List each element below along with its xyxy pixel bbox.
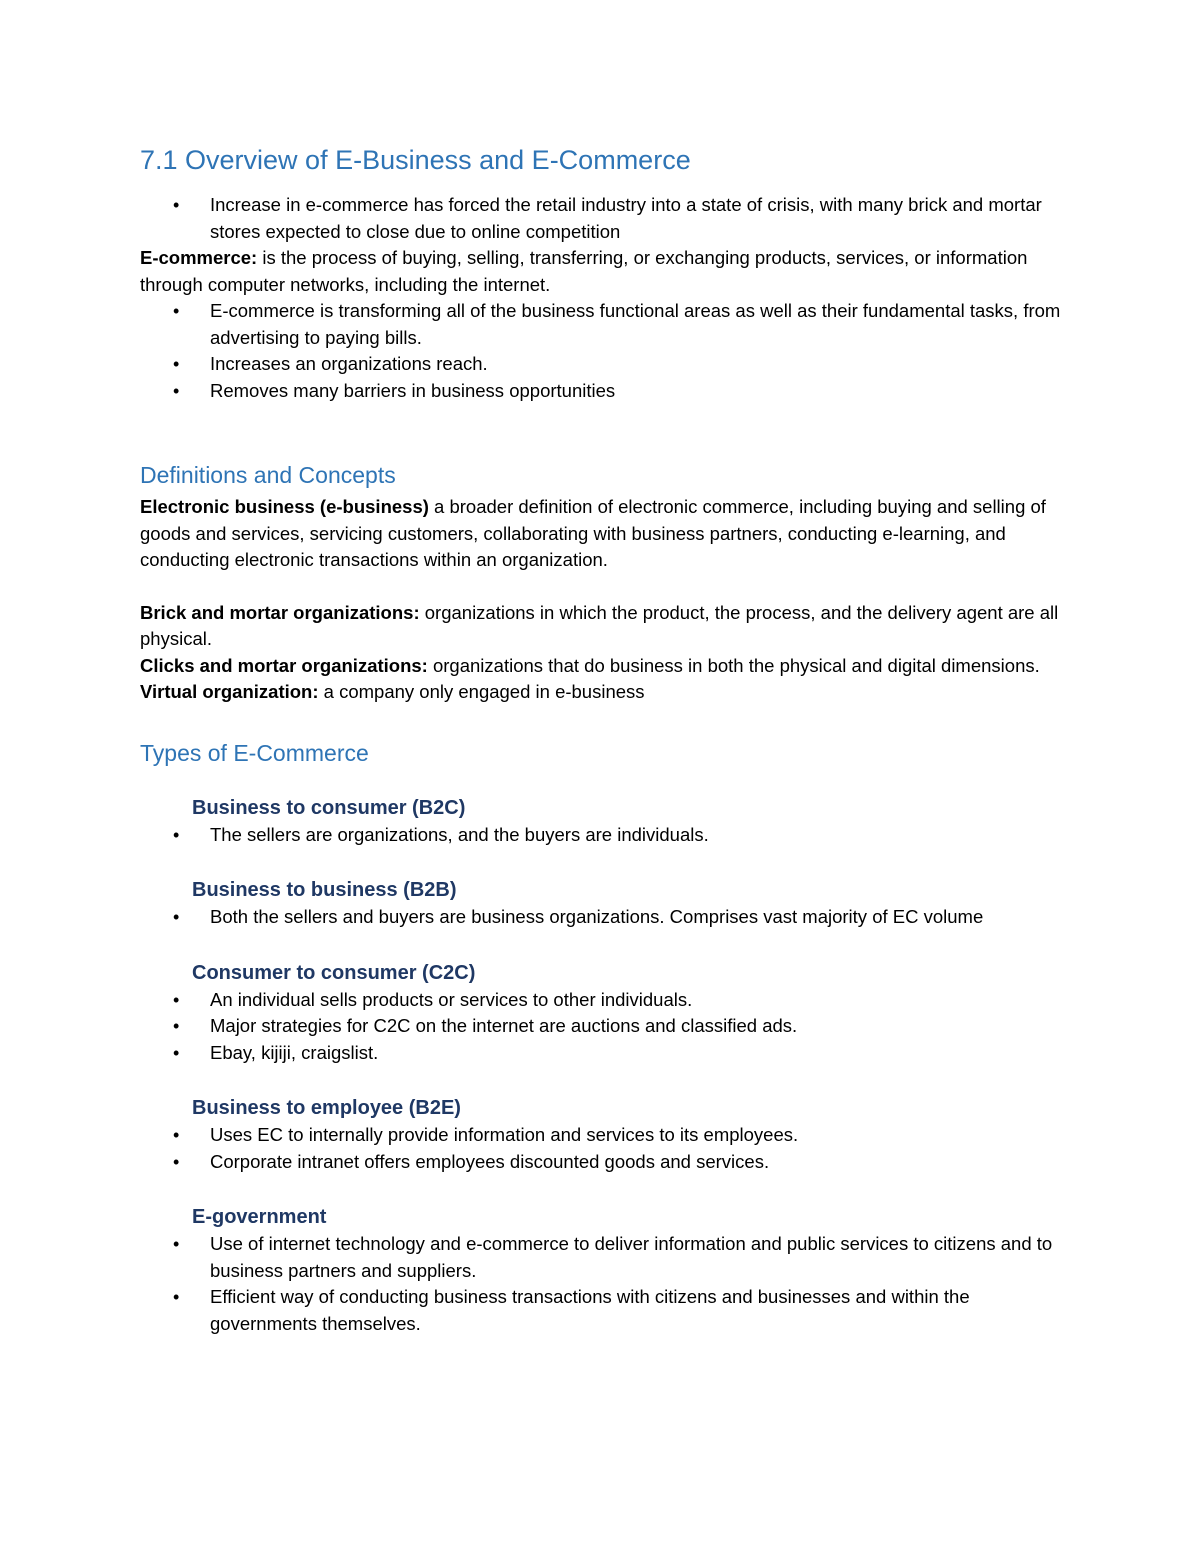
list-item: • Use of internet technology and e-commerce to deliver information and public services to citizens and to business partners and suppliers.: [173, 1233, 1053, 1281]
list-item: • Uses EC to internally provide information and services to its employees.: [140, 1122, 1070, 1149]
ebusiness-definition: Electronic business (e-business) a broader definition of electronic commerce, including buying and selling of goods and services, servicing customers, collaborating with business partners, conducting e-learning, and conducting electronic transactions within an organization.: [140, 496, 1046, 570]
bullet-icon: •: [173, 1151, 180, 1172]
clicks-definition: Clicks and mortar organizations: organizations that do business in both the physical and digital dimensions.: [140, 654, 1040, 676]
bullet-icon: •: [173, 1125, 180, 1145]
bullet-icon: •: [173, 1042, 180, 1063]
bullet-icon: •: [173, 824, 180, 845]
list-item: • Both the sellers and buyers are business organizations. Comprises vast majority of EC volume: [140, 904, 1070, 931]
bullet-icon: •: [173, 1287, 180, 1307]
definition-term: Virtual organization:: [140, 681, 319, 702]
definition-term: Electronic business (e-business): [140, 496, 429, 517]
bullet-icon: •: [173, 195, 180, 215]
b2b-heading: Business to business (B2B): [192, 879, 457, 901]
bullet-icon: •: [173, 907, 180, 927]
types-heading: Types of E-Commerce: [140, 739, 369, 766]
c2c-bullet-list: [140, 987, 1070, 1067]
egov-heading: E-government: [192, 1206, 327, 1228]
b2e-heading: Business to employee (B2E): [192, 1097, 461, 1119]
bullet-icon: •: [173, 989, 180, 1010]
list-item: • The sellers are organizations, and the buyers are individuals.: [140, 822, 1070, 849]
document-page: [140, 140, 1070, 1337]
bullet-icon: •: [173, 380, 180, 401]
virtual-definition: Virtual organization: a company only engaged in e-business: [140, 681, 645, 702]
c2c-heading: Consumer to consumer (C2C): [192, 961, 476, 984]
definition-term: Clicks and mortar organizations:: [140, 654, 428, 676]
list-item: • An individual sells products or services to other individuals.: [140, 987, 1070, 1014]
page-title: 7.1 Overview of E-Business and E-Commerce: [140, 145, 691, 175]
ecommerce-definition: E-commerce: is the process of buying, selling, transferring, or exchanging products, services, or information through computer networks, including the internet.: [140, 247, 1028, 295]
brick-definition: Brick and mortar organizations: organizations in which the product, the process, and the delivery agent are all physical.: [140, 601, 1059, 649]
b2e-bullet-list: [140, 1122, 1070, 1175]
list-item: • Increase in e-commerce has forced the retail industry into a state of crisis, with many brick and mortar stores expected to close due to online competition: [173, 194, 1042, 242]
b2c-bullet-list: [140, 822, 1070, 849]
list-item: • Increases an organizations reach.: [140, 351, 1070, 378]
bullet-icon: •: [173, 1016, 180, 1036]
list-item: • E-commerce is transforming all of the business functional areas as well as their fundamental tasks, from advertising to paying bills.: [173, 300, 1061, 348]
list-item: • Removes many barriers in business opportunities: [140, 378, 1070, 405]
definition-term: Brick and mortar organizations:: [140, 601, 420, 623]
intro-bullet-list: [140, 192, 1070, 245]
b2b-bullet-list: [140, 904, 1070, 931]
ecommerce-bullet-list: [140, 298, 1070, 404]
bullet-icon: •: [173, 1234, 180, 1254]
list-item: • Major strategies for C2C on the internet are auctions and classified ads.: [140, 1013, 1070, 1040]
bullet-icon: •: [173, 354, 180, 374]
definition-term: E-commerce:: [140, 247, 258, 268]
list-item: • Efficient way of conducting business transactions with citizens and businesses and within the governments themselves.: [173, 1286, 970, 1334]
list-item: • Ebay, kijiji, craigslist.: [140, 1040, 1070, 1067]
b2c-heading: Business to consumer (B2C): [192, 796, 466, 819]
egov-bullet-list: [140, 1231, 1070, 1337]
definitions-heading: Definitions and Concepts: [140, 462, 396, 488]
list-item: • Corporate intranet offers employees discounted goods and services.: [140, 1149, 1070, 1176]
bullet-icon: •: [173, 301, 180, 321]
